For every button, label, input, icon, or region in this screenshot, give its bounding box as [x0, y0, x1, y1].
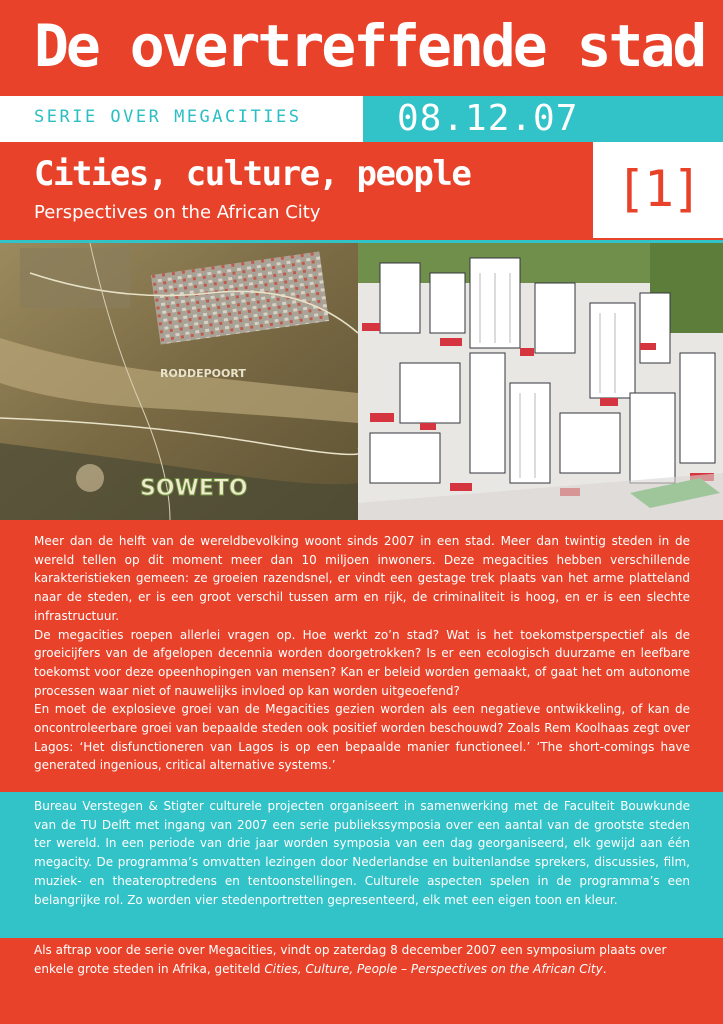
city-illustration: [358, 243, 723, 520]
paragraph-5: [34, 941, 690, 978]
paragraph-5-end: .: [602, 961, 607, 976]
image-strip: [0, 240, 723, 520]
main-title: De overtreffende stad: [34, 12, 705, 80]
soweto-label: SOWETO: [140, 476, 248, 501]
intro-section: [34, 532, 690, 775]
paragraph-5-start: Als aftrap voor de serie over Megacities, vindt op zaterdag 8 december 2007 een symposium plaats over enkele grote steden in Afrika, getiteld: [34, 943, 667, 976]
paragraph-4: Bureau Verstegen & Stigter culturele projecten organiseert in samenwerking met de Faculteit Bouwkunde van de TU Delft met ingang van 2007 een serie publiekssymposia over een aantal van de grootste steden ter wereld. In een periode van drie jaar worden symposia van een dag georganiseerd, elk gewijd aan één megacity. De programma’s omvatten lezingen door Nederlandse en buitenlandse sprekers, discussies, film, muziek- en theateroptredens en tentoonstellingen. Culturele aspecten spelen in de programma’s een belangrijke rol. Zo worden vier stedenportretten gepresenteerd, elk met een eigen toon en kleur.: [34, 799, 690, 907]
issue-number-box: [593, 142, 723, 238]
organizer-section: [0, 792, 723, 938]
event-date: 08.12.07: [397, 98, 579, 139]
paragraph-2: De megacities roepen allerlei vragen op. Hoe werkt zo’n stad? Wat is het toekomstperspectief als de groeicijfers van de afgelopen decennia worden doorgetrokken? Is er een ecologisch duurzame en leefbare toekomst voor deze opeenhopingen van mensen? Kan er beleid worden gemaakt, of gaat het om autonome processen waar niet of nauwelijks invloed op kan worden uitgeoefend?: [34, 627, 690, 698]
date-box: [363, 96, 723, 142]
subtitle: Cities, culture, people: [34, 154, 471, 194]
image-strip-svg: [0, 243, 723, 520]
kickoff-section: [34, 941, 690, 978]
soweto-aerial-image: [0, 243, 361, 520]
paragraph-1: Meer dan de helft van de wereldbevolking woont sinds 2007 in een stad. Meer dan twintig steden in de wereld tellen op dit moment meer dan 10 miljoen inwoners. Deze megacities hebben verschillende karakteristieken gemeen: ze groeien razendsnel, er vindt een gestage trek plaats van het arme platteland naar de steden, er is een groot verschil tussen arm en rijk, de criminaliteit is hoog, en er is een slechte infrastructuur.: [34, 534, 690, 623]
series-row: [0, 96, 723, 142]
organizer-text: [34, 797, 690, 909]
title-bar: [0, 0, 723, 96]
event-title: Cities, Culture, People – Perspectives on the African City: [264, 961, 603, 976]
series-label-box: [0, 96, 363, 142]
paragraph-3: En moet de explosieve groei van de Megacities gezien worden als een negatieve ontwikkeling, of kan de oncontroleerbare groei van bepaalde steden ook positief worden beschouwd? Zoals Rem Koolhaas zegt over Lagos: ‘Het disfunctioneren van Lagos is op een bepaalde manier functioneel.’ ‘The short-comings have generated ingenious, critical alternative systems.’: [34, 702, 690, 773]
roddepoort-label: RODDEPOORT: [160, 367, 246, 380]
issue-number: [1]: [615, 160, 701, 218]
series-label: SERIE OVER MEGACITIES: [34, 107, 302, 127]
tagline: Perspectives on the African City: [34, 202, 321, 223]
